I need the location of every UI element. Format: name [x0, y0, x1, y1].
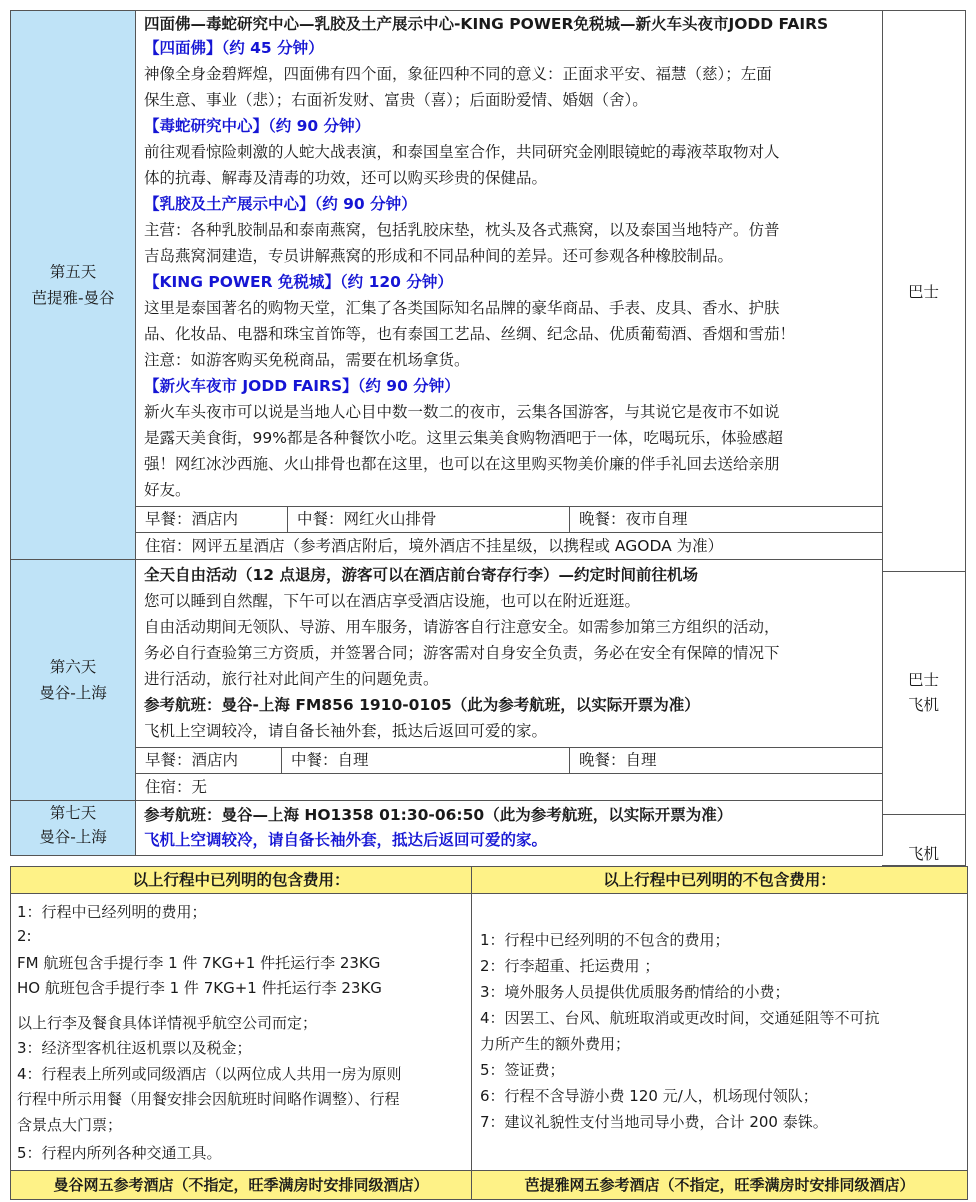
day-title: 四面佛—毒蛇研究中心—乳胶及土产展示中心-KING POWER免税城—新火车头夜市JODD FAIRS — [144, 15, 829, 33]
day-route: 芭提雅-曼谷 — [31, 289, 115, 307]
day-route: 曼谷-上海 — [39, 828, 107, 846]
excluded-item: 6：行程不含导游小费 120 元/人，机场现付领队； — [480, 1087, 818, 1105]
day-five-cell — [11, 11, 136, 560]
meals-row — [136, 747, 882, 773]
day-label: 第六天 — [49, 658, 97, 676]
day-route: 曼谷-上海 — [39, 684, 107, 702]
included-item: 2: — [17, 927, 32, 945]
included-item: 1：行程中已经列明的费用； — [17, 903, 207, 921]
included-item: FM 航班包含手提行李 1 件 7KG+1 件托运行李 23KG — [17, 954, 381, 972]
day-text: 进行活动，旅行社对此间产生的问题免责。 — [144, 670, 439, 688]
excluded-item: 力所产生的额外费用； — [480, 1035, 631, 1053]
included-item: 4：行程表上所列或同级酒店（以两位成人共用一房为原则 — [17, 1065, 402, 1083]
section-heading: 【乳胶及土产展示中心】（约 90 分钟） — [144, 195, 417, 213]
section-text: 前往观看惊险刺激的人蛇大战表演，和泰国皇室合作，共同研究金刚眼镜蛇的毒液萃取物对人 — [144, 143, 780, 161]
day-title: 全天自由活动（12 点退房，游客可以在酒店前台寄存行李）—约定时间前往机场 — [144, 566, 698, 584]
section-text: 注意：如游客购买免税商品，需要在机场拿货。 — [144, 351, 470, 369]
pattaya-hotel-footer: 芭提雅网五参考酒店（不指定，旺季满房时安排同级酒店） — [472, 1170, 967, 1199]
included-header: 以上行程中已列明的包含费用： — [11, 867, 471, 894]
excluded-item: 3：境外服务人员提供优质服务酌情给的小费； — [480, 983, 790, 1001]
flight-note: 飞机上空调较冷，请自备长袖外套，抵达后返回可爱的家。 — [144, 830, 548, 849]
section-text: 品、化妆品、电器和珠宝首饰等，也有泰国工艺品、丝绸、纪念品、优质葡萄酒、香烟和雪茄！ — [144, 325, 796, 343]
transport-day-five — [882, 11, 965, 572]
excluded-item: 4：因罢工、台风、航班取消或更改时间，交通延阻等不可抗 — [480, 1009, 880, 1027]
excluded-item: 1：行程中已经列明的不包含的费用； — [480, 931, 730, 949]
day-label: 第五天 — [49, 263, 97, 281]
excluded-header: 以上行程中已列明的不包含费用： — [472, 867, 967, 894]
lunch: 中餐：自理 — [282, 748, 570, 773]
day-six-content — [136, 560, 883, 801]
day-text: 务必自行查验第三方资质，并签署合同；游客需对自身安全负责，务必在安全有保障的情况下 — [144, 644, 780, 662]
transport-column — [882, 10, 966, 866]
section-text: 主营：各种乳胶制品和泰南燕窝，包括乳胶床垫，枕头及各式燕窝，以及泰国当地特产。仿普 — [144, 221, 780, 239]
breakfast: 早餐：酒店内 — [136, 748, 282, 773]
section-text: 保生意、事业（悲）；右面祈发财、富贵（喜）；后面盼爱情、婚姻（舍）。 — [144, 91, 648, 109]
day-text: 您可以睡到自然醒，下午可以在酒店享受酒店设施，也可以在附近逛逛。 — [144, 592, 641, 610]
breakfast: 早餐：酒店内 — [136, 507, 288, 532]
section-heading: 【四面佛】（约 45 分钟） — [144, 39, 324, 57]
transport-day-six — [882, 572, 965, 815]
section-heading: 【KING POWER 免税城】（约 120 分钟） — [144, 273, 453, 291]
section-text: 好友。 — [144, 481, 191, 499]
section-text: 强！网红冰沙西施、火山排骨也都在这里，也可以在这里购买物美价廉的伴手礼回去送给亲朋 — [144, 455, 780, 473]
lunch: 中餐：网红火山排骨 — [288, 507, 570, 532]
section-text: 体的抗毒、解毒及清毒的功效，还可以购买珍贵的保健品。 — [144, 169, 548, 187]
day-six-row — [11, 560, 883, 801]
hotel-line: 住宿：网评五星酒店（参考酒店附后，境外酒店不挂星级，以携程或 AGODA 为准） — [136, 532, 882, 559]
transport-bus: 巴士 — [907, 283, 939, 301]
included-item: 行程中所示用餐（用餐安排会因航班时间略作调整）、行程 — [17, 1090, 400, 1108]
transport-plane: 飞机 — [907, 845, 939, 863]
included-item: 3：经济型客机往返机票以及税金； — [17, 1039, 252, 1057]
bangkok-hotel-footer: 曼谷网五参考酒店（不指定，旺季满房时安排同级酒店） — [11, 1170, 471, 1199]
day-seven-cell — [11, 801, 136, 856]
day-seven-row — [11, 801, 883, 856]
transport-day-seven — [882, 815, 965, 867]
section-heading: 【毒蛇研究中心】（约 90 分钟） — [144, 117, 371, 135]
day-text: 自由活动期间无领队、导游、用车服务，请游客自行注意安全。如需参加第三方组织的活动， — [144, 618, 780, 636]
day-label: 第七天 — [49, 804, 97, 822]
included-item: 5：行程内所列各种交通工具。 — [17, 1144, 222, 1162]
transport-bus: 巴士 — [907, 671, 939, 689]
excluded-item: 5：签证费； — [480, 1061, 565, 1079]
included-item: 以上行李及餐食具体详情视乎航空公司而定； — [17, 1014, 318, 1032]
day-five-content — [136, 11, 883, 560]
section-text: 吉岛燕窝洞建造，专员讲解燕窝的形成和不同品种间的差异。还可参观各种橡胶制品。 — [144, 247, 734, 265]
fees-section — [10, 866, 968, 1200]
included-item: HO 航班包含手提行李 1 件 7KG+1 件托运行李 23KG — [17, 979, 382, 997]
included-item: 含景点大门票； — [17, 1116, 123, 1134]
transport-plane: 飞机 — [907, 696, 939, 714]
fees-divider — [471, 867, 472, 1199]
section-text: 神像全身金碧辉煌，四面佛有四个面，象征四种不同的意义：正面求平安、福慧（慈）；左面 — [144, 65, 772, 83]
day-seven-content — [136, 801, 883, 856]
day-five-row — [11, 11, 883, 560]
dinner: 晚餐：夜市自理 — [579, 510, 688, 528]
excluded-item: 7：建议礼貌性支付当地司导小费，合计 200 泰铢。 — [480, 1113, 828, 1131]
excluded-item: 2：行李超重、托运费用 ； — [480, 957, 660, 975]
flight-info: 参考航班：曼谷-上海 FM856 1910-0105（此为参考航班，以实际开票为准） — [144, 696, 700, 714]
section-text: 这里是泰国著名的购物天堂，汇集了各类国际知名品牌的豪华商品、手表、皮具、香水、护肤 — [144, 299, 780, 317]
flight-note: 飞机上空调较冷，请自备长袖外套，抵达后返回可爱的家。 — [144, 722, 548, 740]
dinner: 晚餐：自理 — [579, 751, 657, 769]
section-heading: 【新火车夜市 JODD FAIRS】（约 90 分钟） — [144, 377, 460, 395]
section-text: 新火车头夜市可以说是当地人心目中数一数二的夜市，云集各国游客，与其说它是夜市不如说 — [144, 403, 780, 421]
section-text: 是露天美食街，99%都是各种餐饮小吃。这里云集美食购物酒吧于一体，吃喝玩乐，体验感超 — [144, 429, 783, 447]
flight-info: 参考航班：曼谷—上海 HO1358 01:30-06:50（此为参考航班，以实际开票为准） — [144, 806, 733, 824]
hotel-line: 住宿：无 — [136, 773, 882, 800]
day-six-cell — [11, 560, 136, 801]
itinerary-table — [10, 10, 883, 856]
meals-row — [136, 506, 882, 532]
